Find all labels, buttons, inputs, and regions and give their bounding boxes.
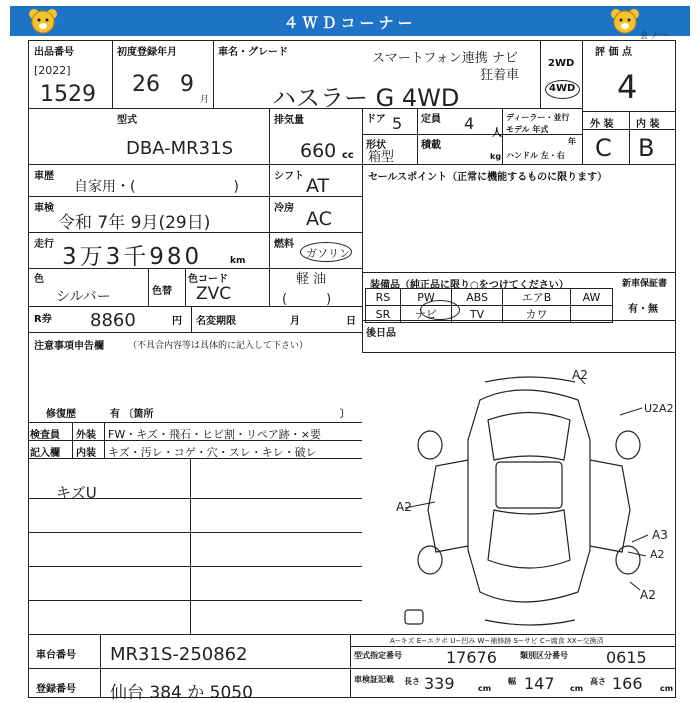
exterior-inspection: FW・キズ・飛石・ヒビ割・リペア跡・×要 xyxy=(108,428,321,441)
car-name: ハスラー G 4WD xyxy=(272,84,460,112)
damage-mark: A2 xyxy=(572,368,588,382)
model-value: DBA-MR31S xyxy=(126,138,233,159)
first-reg-label: 初度登録年月 xyxy=(117,47,177,58)
fuel-gasoline: ガソリン xyxy=(306,247,350,260)
car-name-label: 車名・グレード xyxy=(218,47,288,58)
interior-inspection: キズ・汚レ・コゲ・穴・スレ・キレ・破レ xyxy=(108,446,317,459)
lot-year: [2022] xyxy=(34,64,71,77)
equipment-label: 装備品（純正品に限り○をつけてください） xyxy=(370,280,569,291)
color-code: ZVC xyxy=(196,284,232,304)
chassis-number: MR31S-250862 xyxy=(110,644,248,665)
equipment-table: RS PW ABS エアB AW SR ナビ TV カワ xyxy=(365,288,613,323)
logo-text: 会 ノ一 xyxy=(640,31,667,40)
width-value: 147 xyxy=(524,674,555,693)
score-value: 4 xyxy=(617,68,638,106)
score-label: 評 価 点 xyxy=(595,47,632,58)
car-note: スマートフォン連携 ナビ xyxy=(372,51,518,66)
class-number: 0615 xyxy=(606,648,647,667)
car-damage-diagram xyxy=(380,370,680,632)
displacement-label: 排気量 xyxy=(274,115,304,126)
length-value: 339 xyxy=(424,674,455,693)
capacity-value: 4 xyxy=(464,114,475,133)
height-value: 166 xyxy=(612,674,643,693)
sales-point-label: セールスポイント（正常に機能するものに限ります） xyxy=(368,172,608,183)
damage-mark: A2 xyxy=(650,548,665,561)
damage-mark: U2A2 xyxy=(644,402,674,415)
damage-legend: A−キズ E−エクボ U−凹み W−補修跡 S−サビ C−腐食 XX−交換済 xyxy=(390,637,604,645)
shift-value: AT xyxy=(306,175,330,197)
displacement-value: 660 xyxy=(300,140,337,162)
history-value: 自家用・( ) xyxy=(74,179,239,195)
warranty-value: 有・無 xyxy=(628,304,658,315)
4wd-label: 4WD xyxy=(549,83,576,94)
bear-logo-icon xyxy=(28,8,58,34)
recycle-value: 8860 xyxy=(90,310,136,331)
bear-logo-icon xyxy=(610,8,640,34)
color-value: シルバー xyxy=(56,289,111,305)
header-banner xyxy=(10,6,690,36)
first-reg-month: 9 xyxy=(180,72,194,97)
plate-number: 仙台 384 か 5050 xyxy=(110,683,253,703)
after-items-label: 後日品 xyxy=(366,328,396,339)
lot-label: 出品番号 xyxy=(34,47,74,58)
inspection-value: 令和 7年 9月(29日) xyxy=(58,213,211,233)
first-reg-year: 26 xyxy=(132,72,160,97)
ac-value: AC xyxy=(306,208,332,230)
damage-mark: A3 xyxy=(652,528,668,542)
remark-text: キズU xyxy=(56,484,97,502)
exterior-grade: C xyxy=(595,134,612,162)
interior-label: 内 装 xyxy=(636,119,660,130)
lot-number: 1529 xyxy=(40,82,96,107)
damage-mark: A2 xyxy=(396,500,412,514)
model-label: 型式 xyxy=(117,115,137,126)
doors-value: 5 xyxy=(392,114,403,133)
navi-circle xyxy=(420,300,460,320)
2wd-label: 2WD xyxy=(548,58,575,69)
shape-value: 箱型 xyxy=(368,150,395,165)
damage-mark: A2 xyxy=(640,588,656,602)
fuel-diesel: 軽 油 xyxy=(296,272,327,287)
car-note-2: 狂着車 xyxy=(480,68,520,83)
interior-grade: B xyxy=(638,134,655,162)
mileage-value: 3万3千980 xyxy=(62,244,203,270)
exterior-label: 外 装 xyxy=(590,119,614,130)
page-title: ４ＷＤコーナー xyxy=(283,14,417,32)
type-number: 17676 xyxy=(446,648,497,667)
